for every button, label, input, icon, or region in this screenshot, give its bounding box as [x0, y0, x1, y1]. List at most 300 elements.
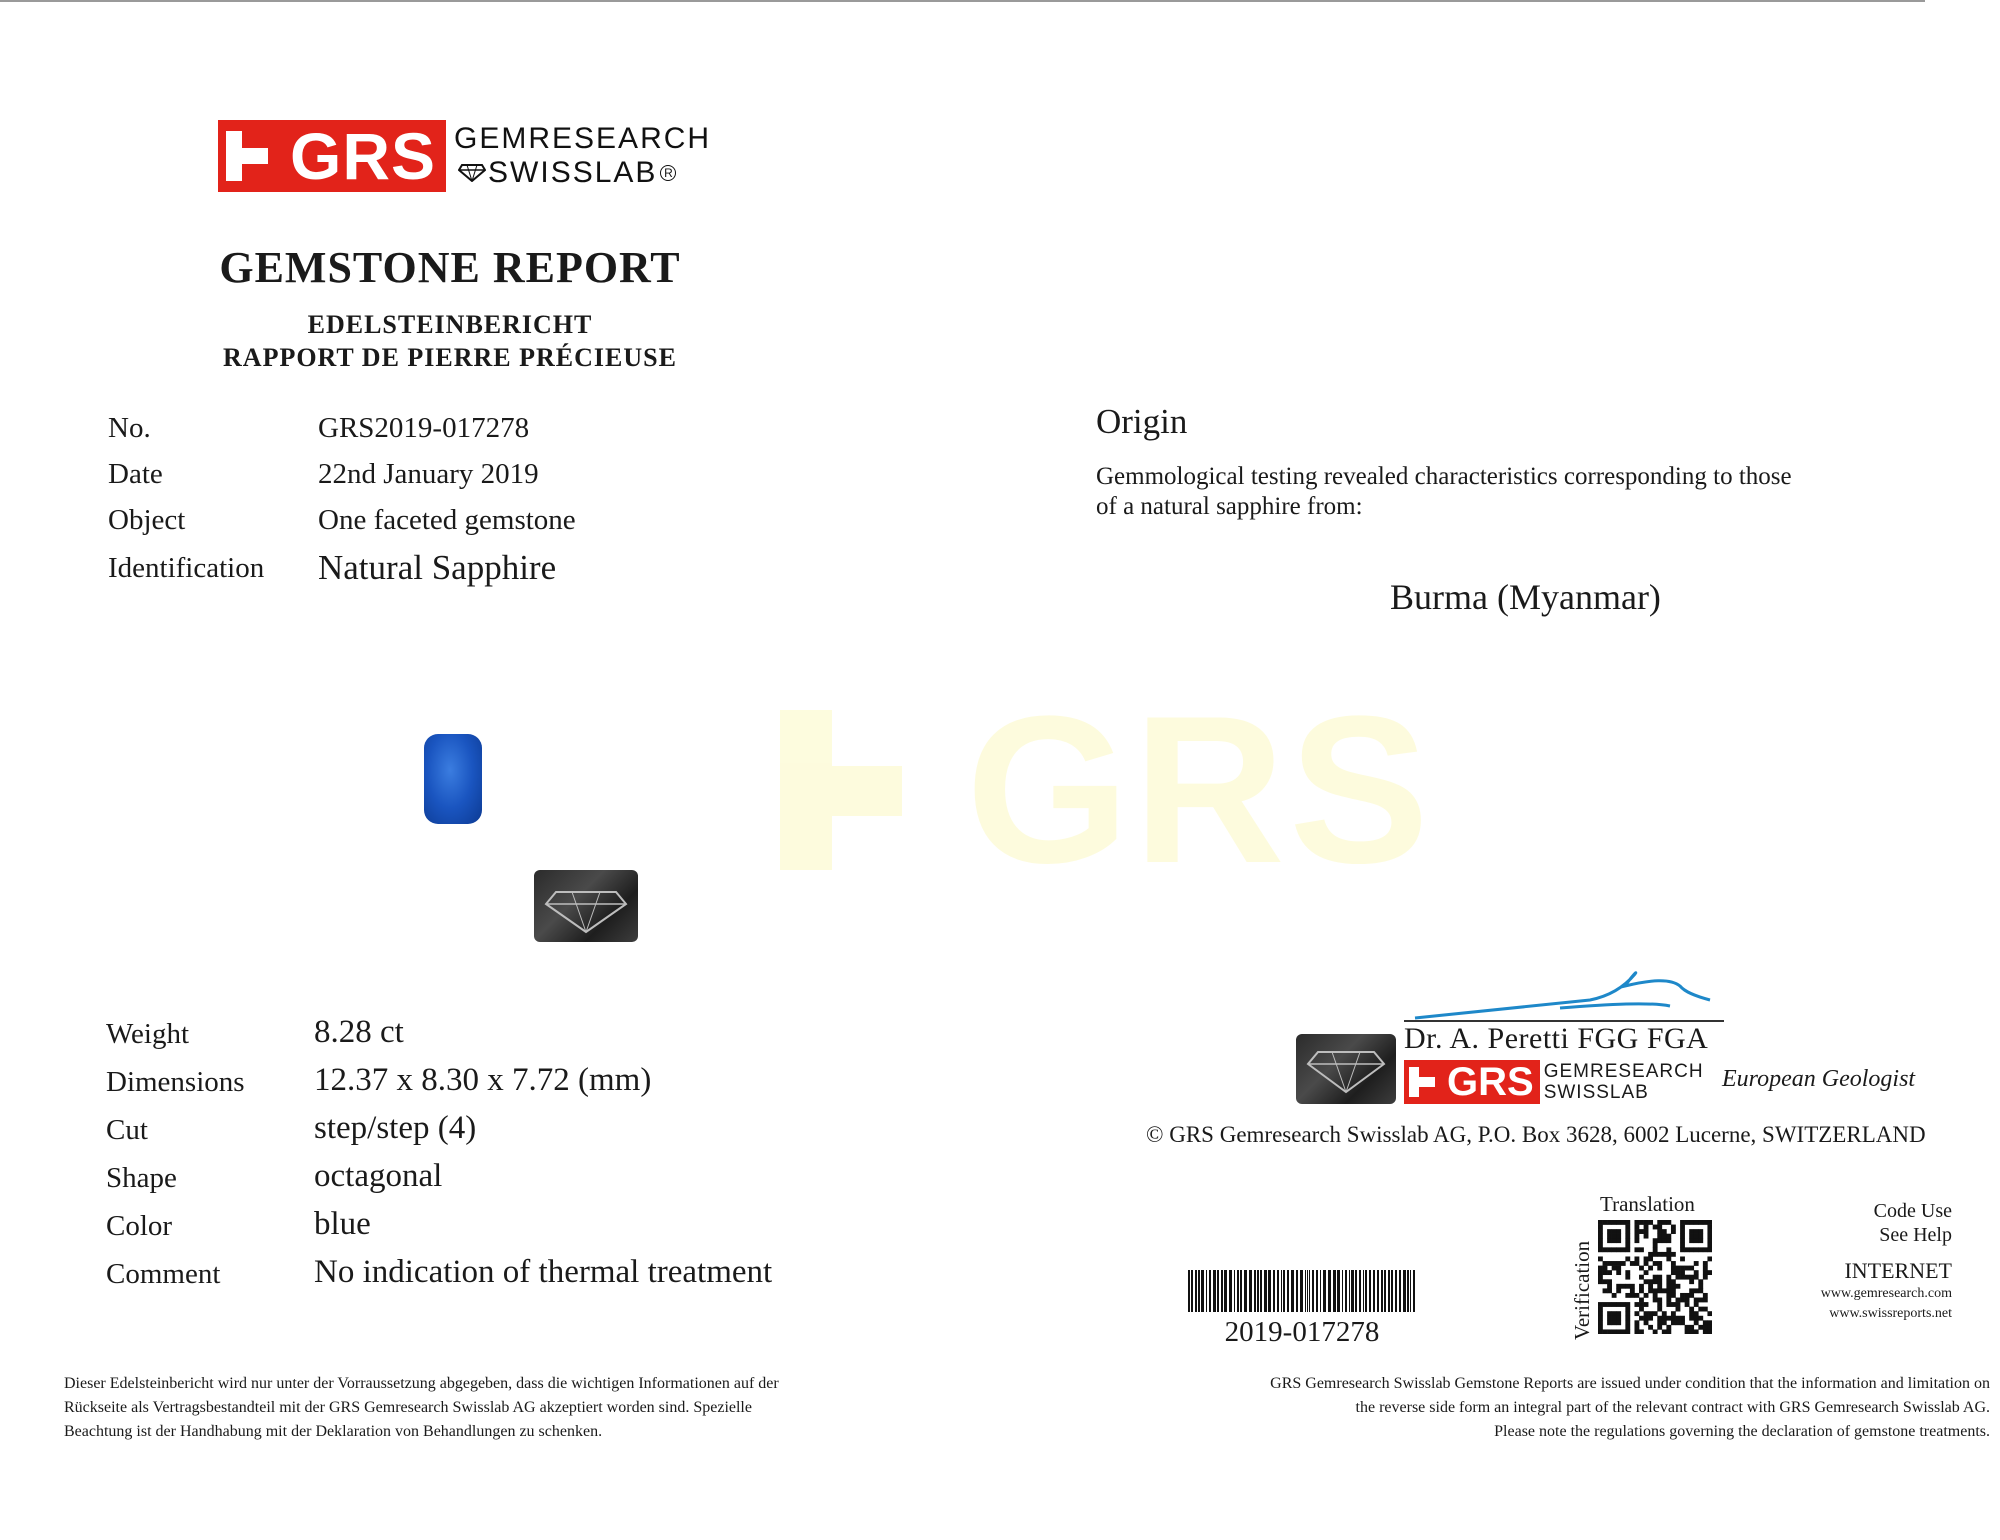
- qr-module: [1666, 1325, 1671, 1330]
- barcode-bar: [1307, 1270, 1308, 1312]
- qr-module: [1625, 1238, 1630, 1243]
- footer-en-line3: Please note the regulations governing the declaration of gemstone treatments.: [1494, 1423, 1990, 1440]
- qr-module: [1657, 1275, 1662, 1280]
- qr-module: [1703, 1325, 1708, 1330]
- qr-module: [1607, 1234, 1612, 1239]
- qr-module: [1625, 1302, 1630, 1307]
- qr-module: [1680, 1270, 1685, 1275]
- qr-module: [1676, 1320, 1681, 1325]
- hologram-diamond-icon: [534, 870, 638, 942]
- qr-module: [1598, 1229, 1603, 1234]
- footer-de-line3: Beachtung ist der Handhabung mit der Deklaration von Behandlungen zu schenken.: [64, 1423, 603, 1440]
- qr-module: [1694, 1320, 1699, 1325]
- qr-module: [1662, 1238, 1667, 1243]
- footer-de-line1: Dieser Edelsteinbericht wird nur unter der Vorraussetzung abgegeben, dass die wichtigen Informationen auf der: [64, 1375, 779, 1392]
- barcode-bar: [1191, 1270, 1193, 1312]
- qr-module: [1625, 1220, 1630, 1225]
- qr-module: [1694, 1302, 1699, 1307]
- qr-module: [1603, 1302, 1608, 1307]
- qr-module: [1671, 1311, 1676, 1316]
- logo-small-line1: GEMRESEARCH: [1543, 1061, 1704, 1082]
- qr-module: [1689, 1307, 1694, 1312]
- qr-module: [1671, 1288, 1676, 1293]
- spec-value-color: blue: [314, 1206, 371, 1242]
- qr-module: [1689, 1275, 1694, 1280]
- barcode-bar: [1296, 1270, 1298, 1312]
- qr-module: [1676, 1275, 1681, 1280]
- qr-module: [1598, 1247, 1603, 1252]
- qr-module: [1685, 1302, 1690, 1307]
- barcode-bar: [1410, 1270, 1411, 1312]
- qr-module: [1644, 1293, 1649, 1298]
- barcode-bar: [1399, 1270, 1401, 1312]
- spec-label-weight: Weight: [106, 1018, 190, 1050]
- qr-module: [1698, 1325, 1703, 1330]
- qr-module: [1634, 1247, 1639, 1252]
- qr-module: [1616, 1261, 1621, 1266]
- qr-module: [1616, 1320, 1621, 1325]
- qr-module: [1671, 1316, 1676, 1321]
- qr-module: [1639, 1275, 1644, 1280]
- qr-module: [1598, 1311, 1603, 1316]
- qr-module: [1616, 1288, 1621, 1293]
- barcode-bar: [1206, 1270, 1207, 1312]
- spec-value-weight: 8.28 ct: [314, 1014, 404, 1050]
- qr-module: [1703, 1270, 1708, 1275]
- qr-module: [1671, 1261, 1676, 1266]
- qr-module: [1698, 1288, 1703, 1293]
- qr-module: [1625, 1311, 1630, 1316]
- qr-module: [1616, 1220, 1621, 1225]
- qr-module: [1707, 1325, 1712, 1330]
- barcode-bar: [1264, 1270, 1267, 1312]
- barcode-bar: [1349, 1270, 1350, 1312]
- logo-small-brand: GRS: [1447, 1060, 1534, 1104]
- qr-module: [1689, 1247, 1694, 1252]
- qr-module: [1607, 1261, 1612, 1266]
- barcode-bar: [1351, 1270, 1354, 1312]
- barcode-bar: [1213, 1270, 1216, 1312]
- qr-module: [1644, 1229, 1649, 1234]
- qr-module: [1694, 1234, 1699, 1239]
- barcode-bar: [1342, 1270, 1343, 1312]
- qr-module: [1653, 1247, 1658, 1252]
- qr-module: [1603, 1261, 1608, 1266]
- qr-module: [1694, 1298, 1699, 1303]
- barcode-bar: [1260, 1270, 1262, 1312]
- qr-module: [1676, 1298, 1681, 1303]
- qr-module: [1666, 1288, 1671, 1293]
- barcode-bar: [1201, 1270, 1204, 1312]
- qr-module: [1653, 1243, 1658, 1248]
- report-subtitle-fr: RAPPORT DE PIERRE PRÉCIEUSE: [223, 343, 677, 372]
- grs-watermark: [780, 672, 1434, 907]
- qr-module: [1644, 1320, 1649, 1325]
- qr-module: [1607, 1288, 1612, 1293]
- qr-module: [1616, 1234, 1621, 1239]
- qr-module: [1657, 1279, 1662, 1284]
- detail-label-object: Object: [108, 504, 186, 536]
- qr-module: [1653, 1275, 1658, 1280]
- qr-module: [1616, 1229, 1621, 1234]
- qr-module: [1598, 1256, 1603, 1261]
- qr-module: [1644, 1261, 1649, 1266]
- qr-module: [1598, 1307, 1603, 1312]
- qr-module: [1607, 1247, 1612, 1252]
- qr-module: [1616, 1311, 1621, 1316]
- qr-side-label: Verification: [1570, 1240, 1594, 1340]
- qr-module: [1644, 1302, 1649, 1307]
- qr-module: [1630, 1261, 1635, 1266]
- qr-module: [1607, 1279, 1612, 1284]
- qr-module: [1657, 1252, 1662, 1257]
- qr-module: [1607, 1320, 1612, 1325]
- help-line2: See Help: [1879, 1224, 1952, 1246]
- qr-module: [1689, 1238, 1694, 1243]
- qr-module: [1598, 1329, 1603, 1334]
- spec-label-dimensions: Dimensions: [106, 1066, 245, 1098]
- qr-module: [1680, 1243, 1685, 1248]
- barcode-bar: [1221, 1270, 1223, 1312]
- qr-module: [1666, 1302, 1671, 1307]
- qr-code-image[interactable]: [1598, 1220, 1712, 1334]
- qr-module: [1689, 1288, 1694, 1293]
- qr-module: [1616, 1302, 1621, 1307]
- qr-module: [1657, 1307, 1662, 1312]
- barcode-bar: [1229, 1270, 1232, 1312]
- qr-module: [1689, 1329, 1694, 1334]
- qr-module: [1703, 1320, 1708, 1325]
- qr-module: [1639, 1329, 1644, 1334]
- qr-module: [1639, 1316, 1644, 1321]
- qr-module: [1694, 1329, 1699, 1334]
- qr-module: [1689, 1316, 1694, 1321]
- qr-module: [1685, 1298, 1690, 1303]
- qr-module: [1671, 1293, 1676, 1298]
- qr-module: [1603, 1279, 1608, 1284]
- qr-module: [1685, 1247, 1690, 1252]
- qr-module: [1625, 1256, 1630, 1261]
- barcode-bar: [1377, 1270, 1379, 1312]
- qr-module: [1671, 1266, 1676, 1271]
- barcode-number: 2019-017278: [1224, 1316, 1380, 1348]
- qr-module: [1657, 1320, 1662, 1325]
- qr-module: [1607, 1284, 1612, 1289]
- qr-module: [1703, 1329, 1708, 1334]
- barcode-bar: [1395, 1270, 1397, 1312]
- qr-module: [1707, 1234, 1712, 1239]
- qr-module: [1598, 1220, 1603, 1225]
- qr-module: [1694, 1247, 1699, 1252]
- signature-name: Dr. A. Peretti FGG FGA: [1404, 1022, 1709, 1055]
- barcode-bar: [1277, 1270, 1279, 1312]
- barcode-bar: [1281, 1270, 1282, 1312]
- hologram-seal-small: [1296, 1034, 1396, 1104]
- qr-module: [1648, 1311, 1653, 1316]
- qr-module: [1666, 1293, 1671, 1298]
- qr-module: [1653, 1238, 1658, 1243]
- qr-module: [1680, 1256, 1685, 1261]
- qr-module: [1657, 1288, 1662, 1293]
- qr-module: [1639, 1220, 1644, 1225]
- qr-module: [1662, 1220, 1667, 1225]
- barcode-bar: [1384, 1270, 1386, 1312]
- qr-module: [1648, 1288, 1653, 1293]
- qr-module: [1603, 1220, 1608, 1225]
- url-gemresearch[interactable]: www.gemresearch.com: [1820, 1286, 1952, 1301]
- qr-module: [1707, 1270, 1712, 1275]
- qr-module: [1666, 1247, 1671, 1252]
- qr-module: [1676, 1316, 1681, 1321]
- logo-brand: GRS: [290, 119, 437, 193]
- qr-module: [1685, 1329, 1690, 1334]
- qr-module: [1662, 1329, 1667, 1334]
- qr-module: [1639, 1247, 1644, 1252]
- qr-module: [1603, 1266, 1608, 1271]
- qr-module: [1698, 1279, 1703, 1284]
- swiss-cross-small-icon: [1409, 1067, 1439, 1097]
- qr-module: [1662, 1288, 1667, 1293]
- logo-line1: GEMRESEARCH: [454, 122, 712, 155]
- qr-module: [1653, 1252, 1658, 1257]
- qr-module: [1676, 1266, 1681, 1271]
- qr-module: [1707, 1238, 1712, 1243]
- qr-module: [1634, 1256, 1639, 1261]
- qr-module: [1689, 1325, 1694, 1330]
- barcode-bar: [1345, 1270, 1347, 1312]
- qr-module: [1698, 1316, 1703, 1321]
- qr-module: [1621, 1261, 1626, 1266]
- qr-module: [1603, 1329, 1608, 1334]
- footer-en-line1: GRS Gemresearch Swisslab Gemstone Reports are issued under condition that the information and limitation on: [1270, 1375, 1990, 1392]
- qr-module: [1666, 1279, 1671, 1284]
- qr-module: [1694, 1270, 1699, 1275]
- copyright-line: © GRS Gemresearch Swisslab AG, P.O. Box 3628, 6002 Lucerne, SWITZERLAND: [1146, 1122, 1926, 1147]
- qr-module: [1625, 1275, 1630, 1280]
- spec-label-shape: Shape: [106, 1162, 177, 1194]
- qr-module: [1607, 1302, 1612, 1307]
- qr-module: [1634, 1234, 1639, 1239]
- qr-module: [1707, 1247, 1712, 1252]
- qr-module: [1634, 1293, 1639, 1298]
- barcode-bar: [1403, 1270, 1406, 1312]
- qr-module: [1657, 1302, 1662, 1307]
- barcode-bar: [1305, 1270, 1306, 1312]
- barcode-bar: [1237, 1270, 1239, 1312]
- qr-module: [1666, 1252, 1671, 1257]
- qr-module: [1698, 1238, 1703, 1243]
- qr-module: [1612, 1320, 1617, 1325]
- qr-module: [1703, 1298, 1708, 1303]
- qr-module: [1707, 1225, 1712, 1230]
- origin-text-line2: of a natural sapphire from:: [1096, 493, 1363, 520]
- qr-module: [1625, 1293, 1630, 1298]
- qr-module: [1689, 1279, 1694, 1284]
- qr-module: [1707, 1256, 1712, 1261]
- qr-module: [1694, 1316, 1699, 1321]
- qr-module: [1625, 1247, 1630, 1252]
- qr-module: [1698, 1220, 1703, 1225]
- qr-module: [1616, 1329, 1621, 1334]
- qr-module: [1694, 1311, 1699, 1316]
- qr-module: [1685, 1266, 1690, 1271]
- qr-module: [1694, 1229, 1699, 1234]
- qr-module: [1603, 1247, 1608, 1252]
- qr-module: [1671, 1225, 1676, 1230]
- barcode-bar: [1283, 1270, 1285, 1312]
- qr-module: [1612, 1311, 1617, 1316]
- qr-module: [1662, 1311, 1667, 1316]
- qr-module: [1630, 1293, 1635, 1298]
- qr-module: [1612, 1261, 1617, 1266]
- qr-module: [1653, 1293, 1658, 1298]
- barcode-bar: [1388, 1270, 1390, 1312]
- barcode-bar: [1381, 1270, 1383, 1312]
- logo-small-wordmark: [1544, 1061, 1704, 1103]
- top-border: [0, 0, 1925, 2]
- detail-value-no: GRS2019-017278: [318, 412, 530, 444]
- qr-module: [1612, 1266, 1617, 1271]
- barcode-bar: [1413, 1270, 1415, 1312]
- qr-module: [1676, 1307, 1681, 1312]
- barcode-bar: [1209, 1270, 1211, 1312]
- footer-de-line2: Rückseite als Vertragsbestandteil mit der GRS Gemresearch Swisslab AG akzeptiert worden sind. Spezielle: [64, 1399, 752, 1416]
- grs-logo-small-red-block: [1404, 1060, 1540, 1104]
- qr-module: [1598, 1266, 1603, 1271]
- qr-module: [1662, 1252, 1667, 1257]
- grs-logo: [218, 120, 711, 192]
- registered-mark: R: [660, 165, 676, 181]
- qr-module: [1634, 1302, 1639, 1307]
- barcode-bar: [1355, 1270, 1357, 1312]
- spec-value-cut: step/step (4): [314, 1110, 477, 1146]
- qr-module: [1653, 1225, 1658, 1230]
- origin-value: Burma (Myanmar): [1390, 577, 1661, 617]
- watermark-text: GRS: [966, 672, 1434, 907]
- qr-module: [1644, 1316, 1649, 1321]
- qr-module: [1634, 1220, 1639, 1225]
- swiss-cross-icon: [226, 131, 276, 181]
- qr-module: [1707, 1243, 1712, 1248]
- barcode-bar: [1224, 1270, 1227, 1312]
- qr-module: [1598, 1234, 1603, 1239]
- qr-module: [1698, 1307, 1703, 1312]
- qr-module: [1657, 1266, 1662, 1271]
- qr-module: [1685, 1293, 1690, 1298]
- qr-module: [1657, 1261, 1662, 1266]
- qr-module: [1666, 1256, 1671, 1261]
- qr-module: [1680, 1220, 1685, 1225]
- qr-module: [1648, 1325, 1653, 1330]
- qr-module: [1634, 1225, 1639, 1230]
- qr-module: [1598, 1279, 1603, 1284]
- qr-module: [1703, 1266, 1708, 1271]
- detail-value-identification: Natural Sapphire: [318, 548, 557, 587]
- qr-module: [1648, 1279, 1653, 1284]
- qr-module: [1616, 1270, 1621, 1275]
- qr-module: [1653, 1298, 1658, 1303]
- qr-module: [1607, 1229, 1612, 1234]
- qr-module: [1634, 1320, 1639, 1325]
- qr-module: [1662, 1316, 1667, 1321]
- qr-module: [1657, 1284, 1662, 1289]
- qr-module: [1680, 1234, 1685, 1239]
- qr-module: [1612, 1316, 1617, 1321]
- qr-module: [1648, 1220, 1653, 1225]
- barcode-bar: [1359, 1270, 1361, 1312]
- qr-module: [1598, 1325, 1603, 1330]
- signature-scribble: [1410, 966, 1740, 1026]
- qr-module: [1666, 1329, 1671, 1334]
- barcode-bar: [1300, 1270, 1303, 1312]
- qr-module: [1680, 1238, 1685, 1243]
- qr-module: [1625, 1284, 1630, 1289]
- help-line1: Code Use: [1873, 1200, 1952, 1222]
- diamond-icon: [458, 164, 486, 182]
- qr-module: [1694, 1238, 1699, 1243]
- qr-module: [1598, 1302, 1603, 1307]
- qr-module: [1625, 1229, 1630, 1234]
- qr-module: [1662, 1229, 1667, 1234]
- qr-module: [1612, 1234, 1617, 1239]
- qr-module: [1707, 1311, 1712, 1316]
- qr-module: [1607, 1220, 1612, 1225]
- qr-module: [1689, 1311, 1694, 1316]
- qr-module: [1698, 1284, 1703, 1289]
- qr-module: [1680, 1225, 1685, 1230]
- qr-module: [1625, 1329, 1630, 1334]
- qr-module: [1671, 1302, 1676, 1307]
- qr-module: [1657, 1316, 1662, 1321]
- qr-module: [1689, 1293, 1694, 1298]
- qr-module: [1676, 1302, 1681, 1307]
- qr-module: [1612, 1302, 1617, 1307]
- detail-label-date: Date: [108, 458, 163, 490]
- qr-module: [1625, 1234, 1630, 1239]
- url-swissreports[interactable]: www.swissreports.net: [1829, 1306, 1952, 1321]
- qr-module: [1657, 1325, 1662, 1330]
- qr-module: [1634, 1261, 1639, 1266]
- qr-module: [1607, 1270, 1612, 1275]
- qr-module: [1634, 1238, 1639, 1243]
- qr-module: [1607, 1311, 1612, 1316]
- qr-module: [1657, 1229, 1662, 1234]
- qr-module: [1644, 1234, 1649, 1239]
- qr-module: [1666, 1275, 1671, 1280]
- qr-module: [1707, 1220, 1712, 1225]
- qr-module: [1676, 1284, 1681, 1289]
- qr-module: [1607, 1316, 1612, 1321]
- spec-label-color: Color: [106, 1210, 173, 1242]
- qr-module: [1639, 1298, 1644, 1303]
- qr-module: [1653, 1261, 1658, 1266]
- qr-module: [1603, 1270, 1608, 1275]
- qr-module: [1680, 1298, 1685, 1303]
- qr-module: [1680, 1320, 1685, 1325]
- qr-module: [1603, 1288, 1608, 1293]
- sapphire-photo: [424, 734, 482, 824]
- barcode-bar: [1320, 1270, 1321, 1312]
- barcode-bar: [1323, 1270, 1326, 1312]
- qr-module: [1671, 1284, 1676, 1289]
- qr-module: [1625, 1325, 1630, 1330]
- qr-module: [1616, 1316, 1621, 1321]
- origin-text-line1: Gemmological testing revealed characteristics corresponding to those: [1096, 463, 1792, 490]
- qr-module: [1666, 1298, 1671, 1303]
- watermark-cross-icon: [780, 710, 902, 870]
- qr-module: [1707, 1329, 1712, 1334]
- qr-module: [1676, 1270, 1681, 1275]
